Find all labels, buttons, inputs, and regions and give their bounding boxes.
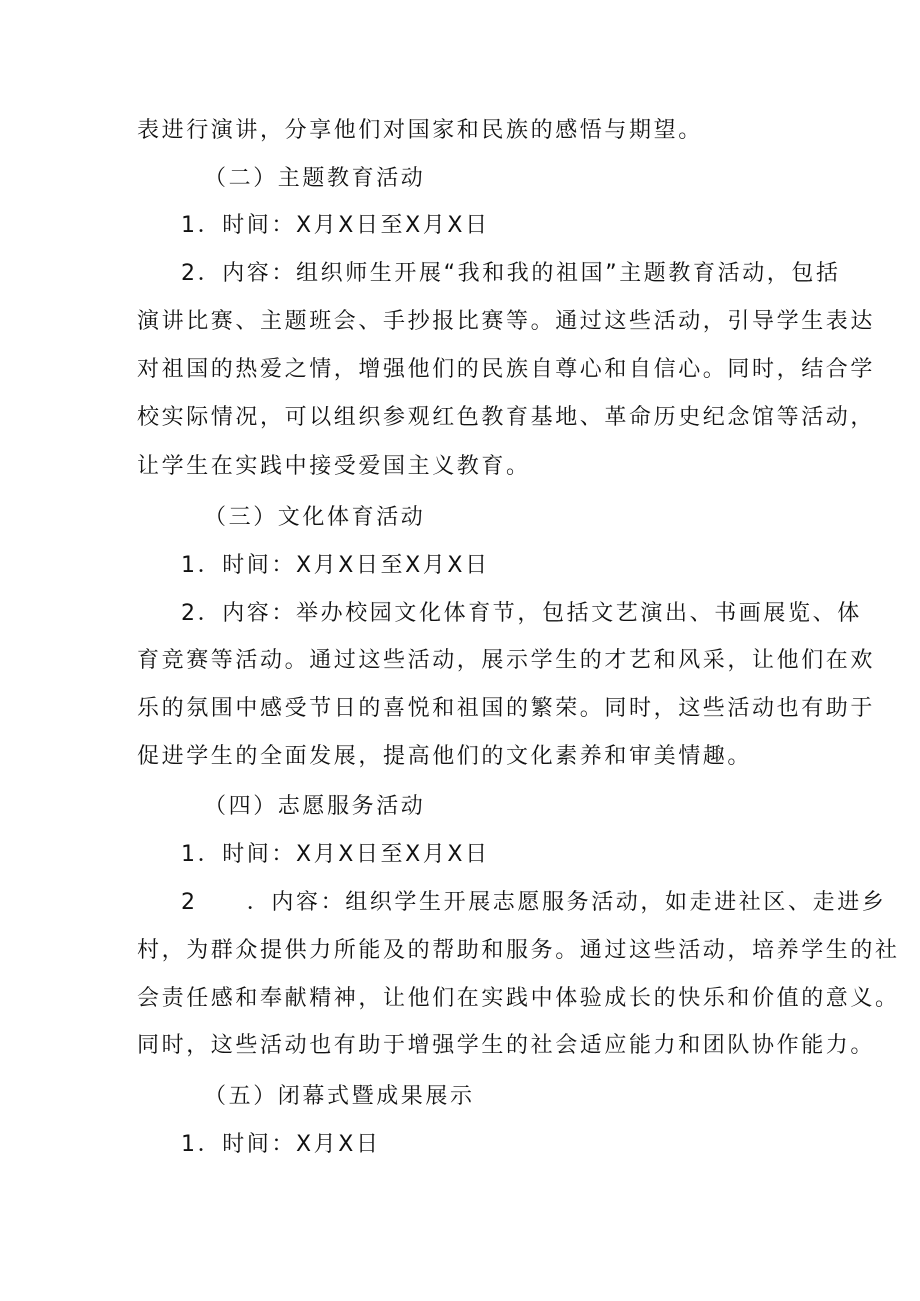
paragraph-line: 对祖国的热爱之情，增强他们的民族自尊心和自信心。同时，结合学 [137, 357, 876, 382]
paragraph-line: 让学生在实践中接受爱国主义教育。 [137, 454, 531, 479]
paragraph-line: 会责任感和奉献精神，让他们在实践中体验成长的快乐和价值的意义。 [137, 986, 900, 1011]
section-heading: （三）文化体育活动 [204, 505, 426, 530]
paragraph-line: 表进行演讲，分享他们对国家和民族的感悟与期望。 [137, 118, 703, 143]
section-heading: （四）志愿服务活动 [204, 794, 426, 819]
section-heading: （五）闭幕式暨成果展示 [204, 1084, 475, 1109]
paragraph-line: 同时，这些活动也有助于增强学生的社会适应能力和团队协作能力。 [137, 1033, 876, 1058]
time-line: 1．时间：X月X日至X月X日 [181, 553, 490, 578]
paragraph-line: 校实际情况，可以组织参观红色教育基地、革命历史纪念馆等活动， [137, 405, 876, 430]
section-heading: （二）主题教育活动 [204, 166, 426, 191]
paragraph-line: 村，为群众提供力所能及的帮助和服务。通过这些活动，培养学生的社 [137, 938, 900, 963]
time-line: 1．时间：X月X日 [181, 1132, 381, 1157]
paragraph-line: 促进学生的全面发展，提高他们的文化素养和审美情趣。 [137, 744, 753, 769]
paragraph-line: 2．内容：组织师生开展“我和我的祖国”主题教育活动，包括 [181, 261, 841, 286]
paragraph-line: 乐的氛围中感受节日的喜悦和祖国的繁荣。同时，这些活动也有助于 [137, 696, 876, 721]
paragraph-line: 育竞赛等活动。通过这些活动，展示学生的才艺和风采，让他们在欢 [137, 648, 876, 673]
paragraph-line: 2．内容：举办校园文化体育节，包括文艺演出、书画展览、体 [181, 601, 862, 626]
time-line: 1．时间：X月X日至X月X日 [181, 213, 490, 238]
paragraph-line: 演讲比赛、主题班会、手抄报比赛等。通过这些活动，引导学生表达 [137, 309, 876, 334]
paragraph-line: 2 ．内容：组织学生开展志愿服务活动，如走进社区、走进乡 [181, 890, 887, 915]
time-line: 1．时间：X月X日至X月X日 [181, 842, 490, 867]
